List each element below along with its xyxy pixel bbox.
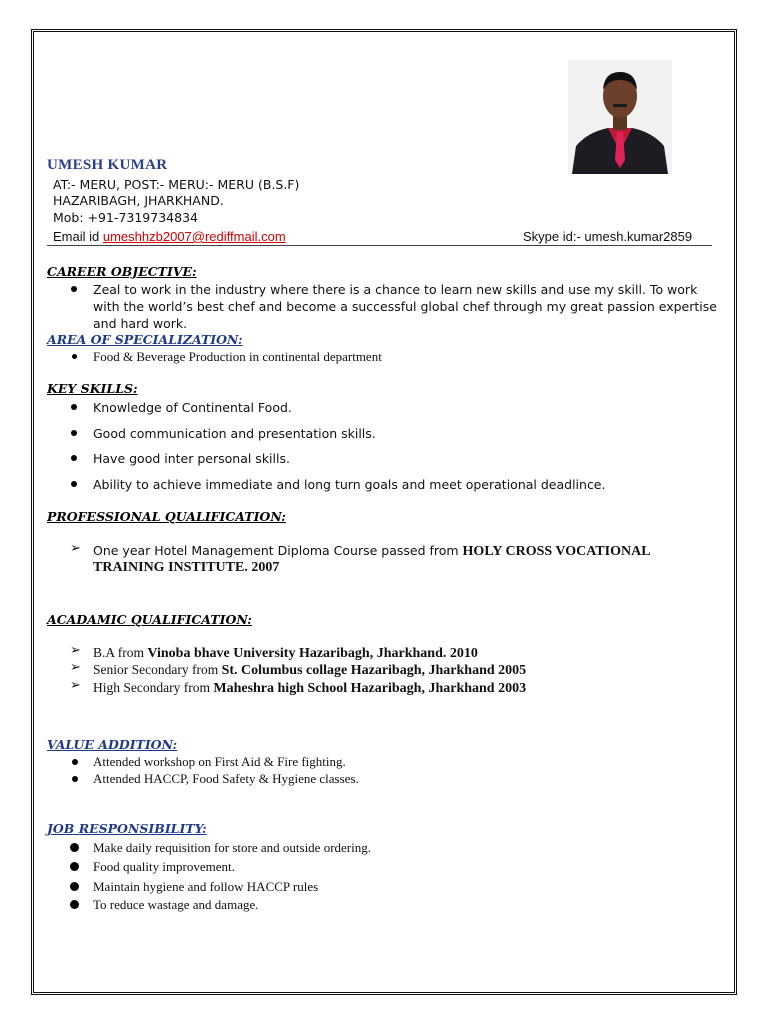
bullet-icon — [72, 354, 77, 359]
skill-item: Have good inter personal skills. — [93, 451, 290, 466]
bullet-icon — [71, 455, 77, 461]
value-addition-item: Attended HACCP, Food Safety & Hygiene classes. — [93, 771, 359, 786]
professional-qualification-text: One year Hotel Management Diploma Course passed from — [93, 543, 463, 558]
skill-item: Good communication and presentation skills. — [93, 426, 376, 441]
candidate-name: UMESH KUMAR — [47, 157, 168, 173]
arrow-bullet-icon: ➢ — [70, 678, 81, 693]
academic-item-prefix: High Secondary from — [93, 680, 214, 695]
bullet-icon — [71, 430, 77, 436]
bullet-icon — [71, 286, 77, 292]
email-link[interactable]: umeshhzb2007@rediffmail.com — [102, 229, 286, 244]
academic-item-detail: Vinoba bhave University Hazaribagh, Jharkhand. 2010 — [147, 646, 478, 661]
mobile-number: Mob: +91-7319734834 — [53, 210, 198, 225]
professional-qualification-line-1 — [93, 542, 651, 560]
skill-item: Ability to achieve immediate and long turn goals and meet operational deadlince. — [93, 477, 606, 492]
email-label: Email id — [53, 229, 100, 244]
job-responsibility-item: Food quality improvement. — [93, 859, 235, 874]
value-addition-item: Attended workshop on First Aid & Fire fighting. — [93, 754, 346, 769]
skype-id: Skype id:- umesh.kumar2859 — [523, 229, 693, 244]
bullet-icon — [71, 404, 77, 410]
email-row — [53, 229, 286, 245]
career-objective-text: Zeal to work in the industry where there is a chance to learn new skills and use my skill. To work with the world’s best chef and become a successful global chef through my great passion expertise and hard work. — [93, 282, 717, 331]
professional-qualification-line-2: TRAINING INSTITUTE. 2007 — [93, 560, 280, 575]
academic-item-detail: St. Columbus collage Hazaribagh, Jharkhand 2005 — [221, 663, 527, 678]
specialization-item: Food & Beverage Production in continental department — [93, 349, 382, 364]
specialization-heading: AREA OF SPECIALIZATION: — [47, 332, 243, 347]
academic-item-prefix: B.A from — [93, 645, 148, 660]
academic-item — [93, 644, 478, 662]
address-line-2: HAZARIBAGH, JHARKHAND. — [53, 193, 224, 208]
academic-item — [93, 679, 526, 697]
skill-item: Knowledge of Continental Food. — [93, 400, 292, 415]
bullet-icon — [70, 862, 79, 871]
value-addition-heading: VALUE ADDITION: — [47, 737, 178, 752]
bullet-icon — [71, 481, 77, 487]
arrow-bullet-icon: ➢ — [70, 541, 81, 556]
bullet-icon — [72, 776, 78, 782]
academic-item-prefix: Senior Secondary from — [93, 662, 222, 677]
bullet-icon — [70, 900, 79, 909]
arrow-bullet-icon: ➢ — [70, 643, 81, 658]
bullet-icon — [70, 843, 79, 852]
career-objective-heading: CAREER OBJECTIVE: — [47, 264, 197, 279]
profile-photo — [568, 60, 672, 174]
header-divider — [47, 245, 712, 246]
academic-item-detail: Maheshra high School Hazaribagh, Jharkhand 2003 — [213, 681, 527, 696]
job-responsibility-item: Maintain hygiene and follow HACCP rules — [93, 879, 319, 894]
job-responsibility-heading: JOB RESPONSIBILITY: — [47, 821, 207, 836]
job-responsibility-item: To reduce wastage and damage. — [93, 897, 259, 912]
academic-item — [93, 661, 526, 679]
bullet-icon — [70, 882, 79, 891]
professional-qualification-heading: PROFESSIONAL QUALIFICATION: — [47, 509, 286, 524]
key-skills-heading: KEY SKILLS: — [47, 381, 138, 396]
academic-qualification-heading: ACADAMIC QUALIFICATION: — [47, 612, 252, 627]
job-responsibility-item: Make daily requisition for store and outside ordering. — [93, 840, 371, 855]
bullet-icon — [72, 759, 78, 765]
arrow-bullet-icon: ➢ — [70, 660, 81, 675]
address-line-1: AT:- MERU, POST:- MERU:- MERU (B.S.F) — [53, 177, 300, 192]
institute-name: HOLY CROSS VOCATIONAL — [462, 544, 651, 559]
